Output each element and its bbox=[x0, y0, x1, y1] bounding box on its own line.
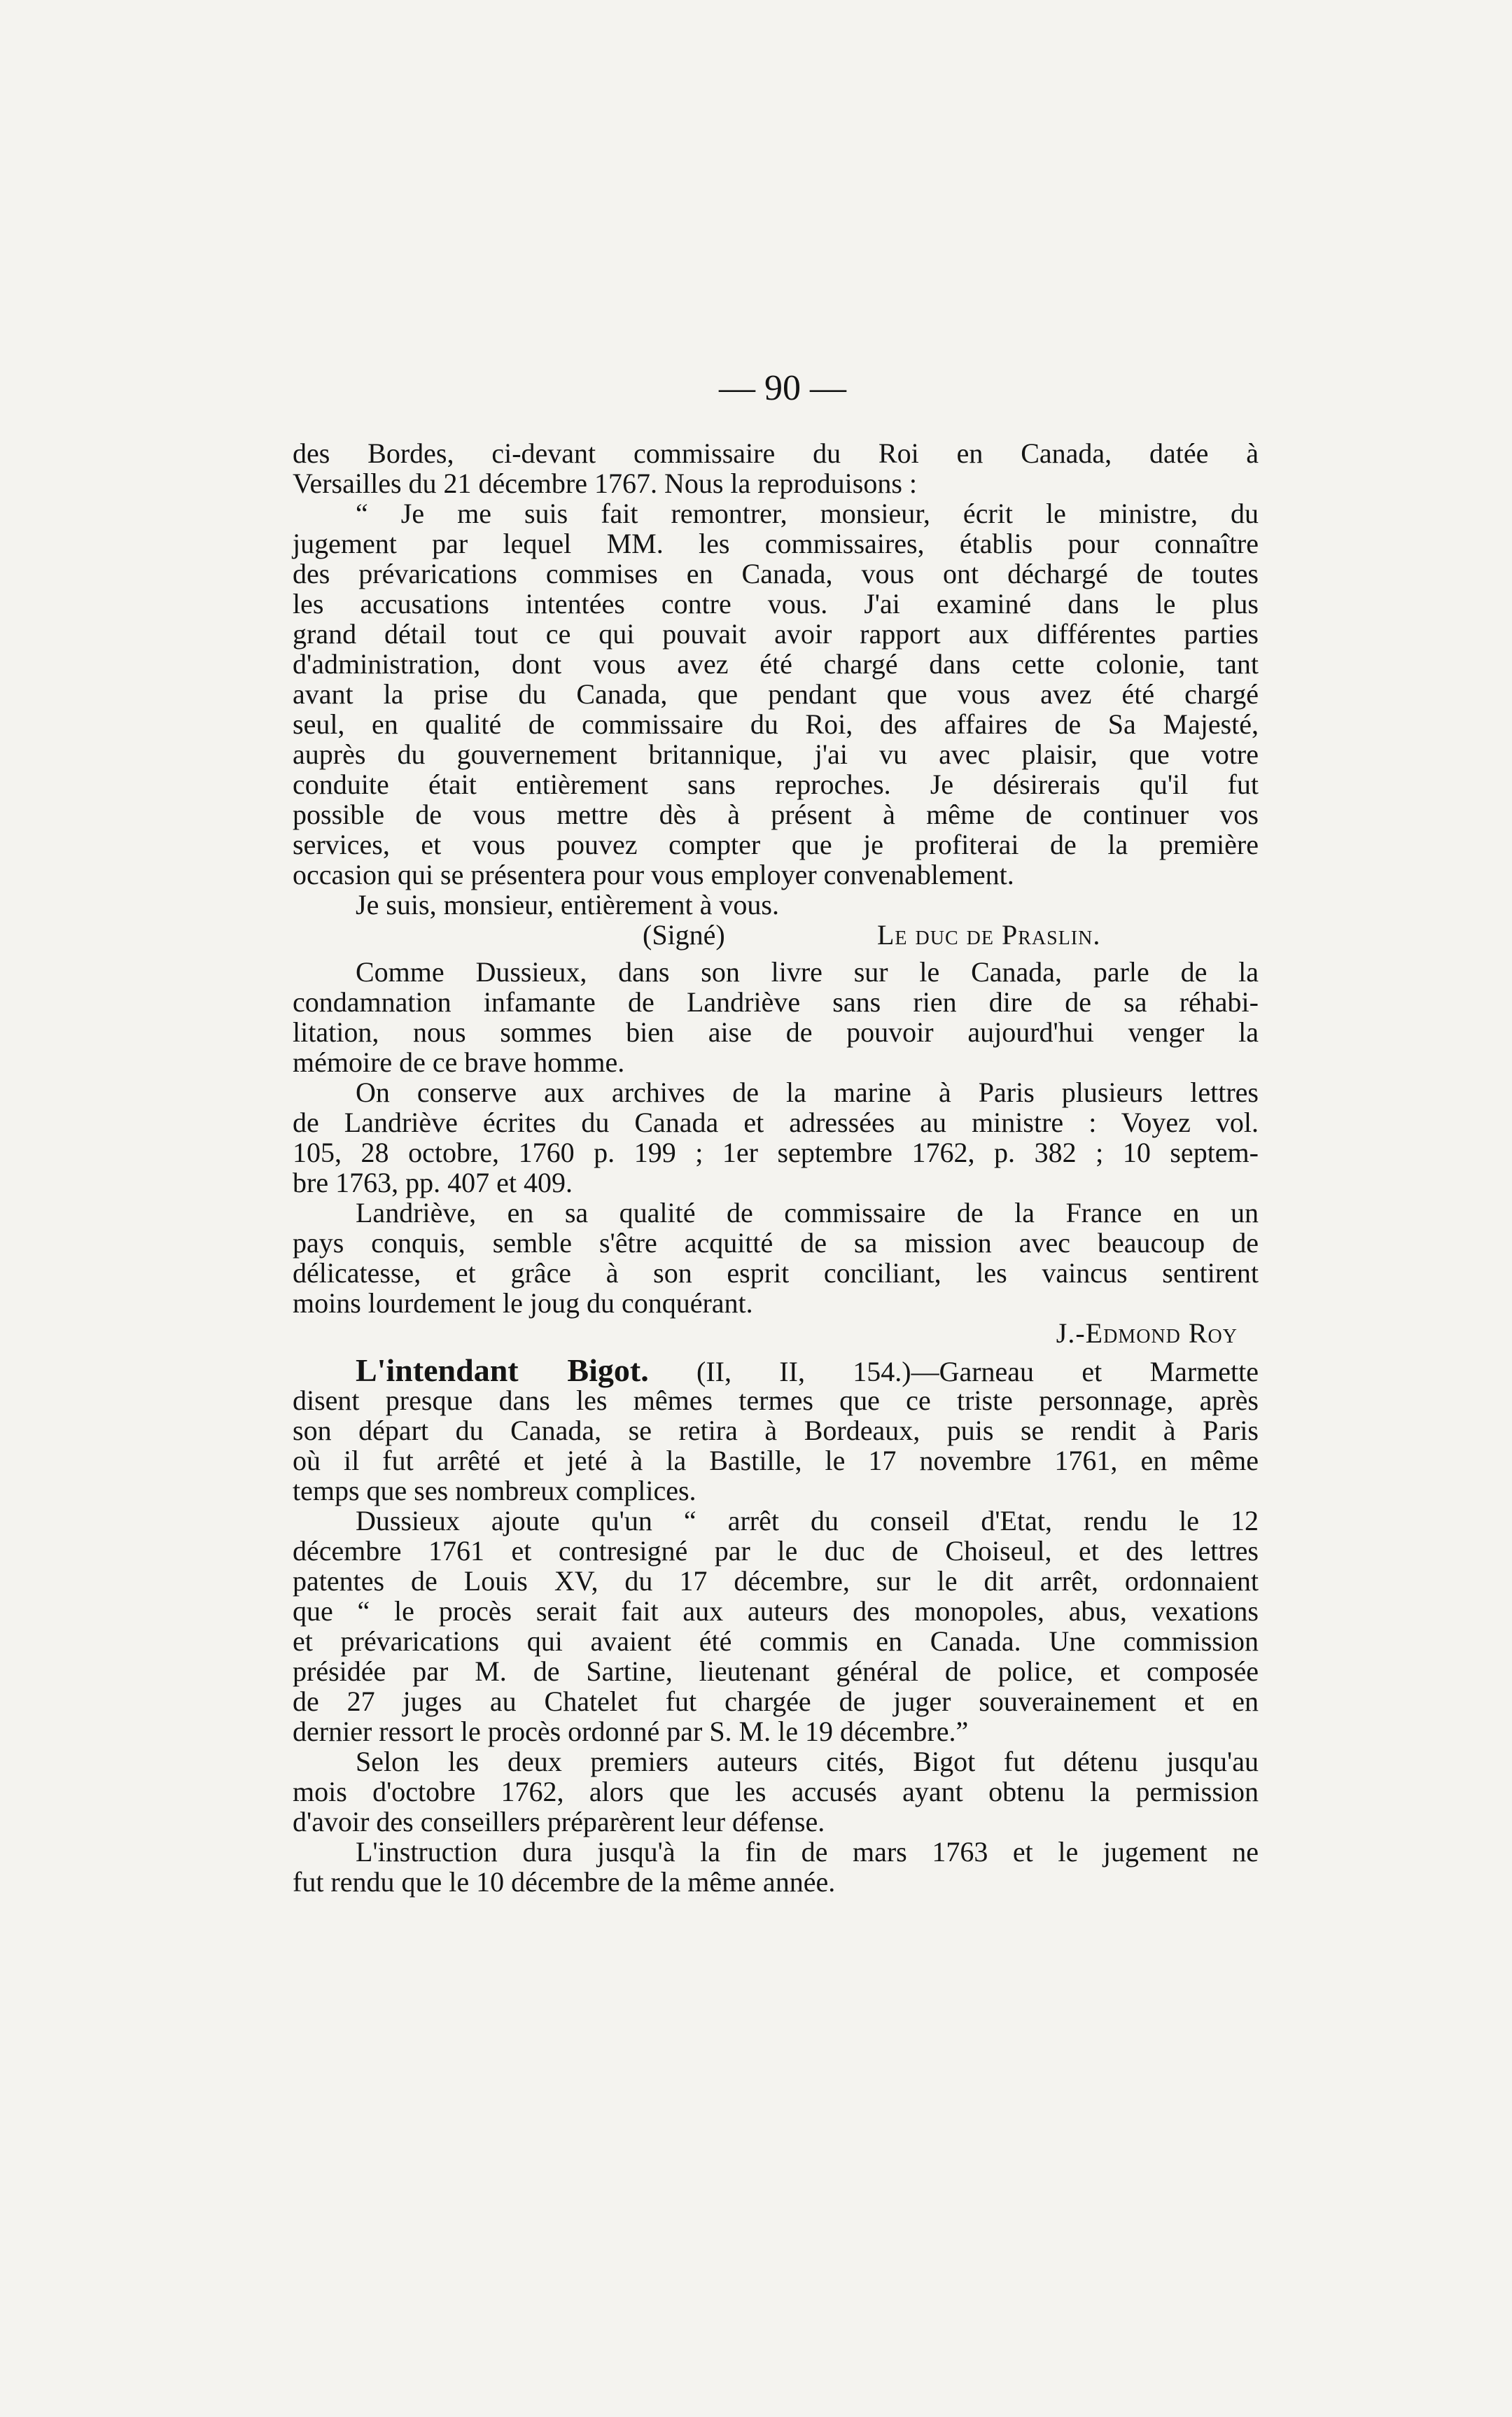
entry-heading: L'intendant Bigot. bbox=[356, 1352, 649, 1388]
text-line: moins lourdement le joug du conquérant. bbox=[293, 1287, 753, 1319]
paragraph bbox=[293, 1198, 1259, 1348]
text-line: Selon les deux premiers auteurs cités, Bigot fut détenu jusqu'au bbox=[356, 1746, 1259, 1777]
entry-heading-rest: (II, II, 154.)—Garneau et Marmette bbox=[696, 1356, 1259, 1387]
text-line: des prévarications commises en Canada, vous ont déchargé de toutes bbox=[293, 558, 1259, 589]
text-line: occasion qui se présentera pour vous employer convenablement. bbox=[293, 859, 1014, 890]
text-line: jugement par lequel MM. les commissaires, établis pour connaître bbox=[293, 528, 1259, 559]
text-line: dernier ressort le procès ordonné par S. M. le 19 décembre.” bbox=[293, 1716, 969, 1747]
text-line: Comme Dussieux, dans son livre sur le Canada, parle de la bbox=[356, 956, 1259, 988]
text-line: où il fut arrêté et jeté à la Bastille, le 17 novembre 1761, en même bbox=[293, 1445, 1259, 1476]
text-line: avant la prise du Canada, que pendant que vous avez été chargé bbox=[293, 678, 1259, 710]
text-line: décembre 1761 et contresigné par le duc de Choiseul, et des lettres bbox=[293, 1535, 1259, 1567]
text-line: services, et vous pouvez compter que je profiterai de la première bbox=[293, 829, 1259, 860]
paragraph bbox=[293, 957, 1259, 1077]
text-line: et prévarications qui avaient été commis en Canada. Une commission bbox=[293, 1625, 1259, 1657]
text-line: les accusations intentées contre vous. J'ai examiné dans le plus bbox=[293, 588, 1259, 619]
text-line: disent presque dans les mêmes termes que ce triste personnage, après bbox=[293, 1385, 1259, 1416]
text-line: Dussieux ajoute qu'un “ arrêt du conseil d'Etat, rendu le 12 bbox=[356, 1505, 1259, 1536]
text-line: d'avoir des conseillers préparèrent leur défense. bbox=[293, 1806, 825, 1837]
text-line: fut rendu que le 10 décembre de la même année. bbox=[293, 1866, 836, 1898]
text-line: que “ le procès serait fait aux auteurs des monopoles, abus, vexations bbox=[293, 1595, 1259, 1627]
text-line: mois d'octobre 1762, alors que les accusés ayant obtenu la permission bbox=[293, 1776, 1259, 1807]
text-line: auprès du gouvernement britannique, j'ai vu avec plaisir, que votre bbox=[293, 738, 1259, 770]
text-line: 105, 28 octobre, 1760 p. 199 ; 1er septembre 1762, p. 382 ; 10 septem- bbox=[293, 1137, 1259, 1168]
text-line: grand détail tout ce qui pouvait avoir rapport aux différentes parties bbox=[293, 618, 1259, 650]
text-line: seul, en qualité de commissaire du Roi, des affaires de Sa Majesté, bbox=[293, 708, 1259, 740]
paragraph bbox=[293, 1746, 1259, 1837]
text-line: Versailles du 21 décembre 1767. Nous la reproduisons : bbox=[293, 468, 918, 499]
text-line: présidée par M. de Sartine, lieutenant général de police, et composée bbox=[293, 1655, 1259, 1687]
text-line: Landriève, en sa qualité de commissaire de la France en un bbox=[356, 1197, 1259, 1228]
signed-label: (Signé) bbox=[643, 919, 725, 951]
text-line: conduite était entièrement sans reproches. Je désirerais qu'il fut bbox=[293, 769, 1259, 800]
text-line: son départ du Canada, se retira à Bordeaux, puis se rendit à Paris bbox=[293, 1415, 1259, 1446]
text-line: patentes de Louis XV, du 17 décembre, sur le dit arrêt, ordonnaient bbox=[293, 1565, 1259, 1597]
text-line: Je suis, monsieur, entièrement à vous. bbox=[356, 889, 779, 920]
text-line: mémoire de ce brave homme. bbox=[293, 1046, 625, 1078]
paragraph bbox=[293, 1837, 1259, 1897]
body-text bbox=[293, 438, 1259, 1897]
letter-paragraph bbox=[293, 438, 1259, 950]
text-line: temps que ses nombreux complices. bbox=[293, 1475, 696, 1506]
author-signature: J.-Edmond Roy bbox=[1056, 1317, 1238, 1349]
paragraph bbox=[293, 1077, 1259, 1198]
text-line: On conserve aux archives de la marine à Paris plusieurs lettres bbox=[356, 1077, 1259, 1108]
text-line: possible de vous mettre dès à présent à même de continuer vos bbox=[293, 799, 1259, 830]
text-line: de 27 juges au Chatelet fut chargée de juger souverainement et en bbox=[293, 1686, 1259, 1717]
text-line: pays conquis, semble s'être acquitté de sa mission avec beaucoup de bbox=[293, 1227, 1259, 1259]
text-line: bre 1763, pp. 407 et 409. bbox=[293, 1167, 573, 1198]
text-line: condamnation infamante de Landriève sans rien dire de sa réhabi- bbox=[293, 986, 1259, 1018]
paragraph bbox=[293, 1506, 1259, 1746]
text-line: litation, nous sommes bien aise de pouvoir aujourd'hui venger la bbox=[293, 1016, 1259, 1048]
entry-paragraph bbox=[293, 1352, 1259, 1506]
signature-line bbox=[293, 920, 1259, 950]
signed-name: Le duc de Praslin. bbox=[877, 919, 1101, 951]
text-line: de Landriève écrites du Canada et adressées au ministre : Voyez vol. bbox=[293, 1107, 1259, 1138]
text-line: des Bordes, ci-devant commissaire du Roi en Canada, datée à bbox=[293, 437, 1259, 469]
text-line bbox=[293, 1352, 1259, 1388]
text-line: “ Je me suis fait remontrer, monsieur, écrit le ministre, du bbox=[356, 498, 1259, 529]
text-line: d'administration, dont vous avez été chargé dans cette colonie, tant bbox=[293, 648, 1259, 680]
text-line: L'instruction dura jusqu'à la fin de mars 1763 et le jugement ne bbox=[356, 1836, 1259, 1868]
page-number: — 90 — bbox=[719, 368, 846, 408]
text-line: délicatesse, et grâce à son esprit conciliant, les vaincus sentirent bbox=[293, 1257, 1259, 1289]
